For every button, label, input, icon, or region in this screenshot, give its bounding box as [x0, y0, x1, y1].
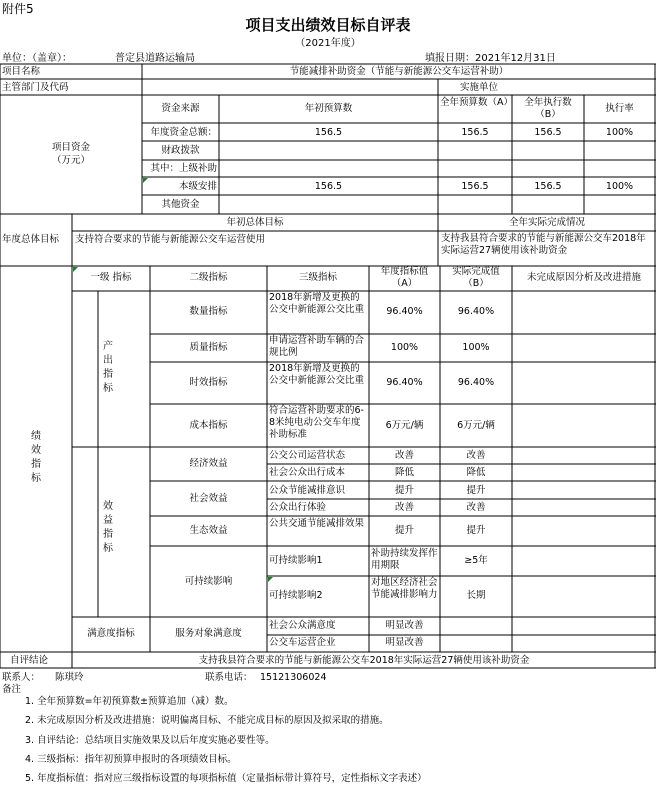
goals-plan-header: 年初总体目标: [226, 217, 284, 228]
output-a: 100%: [390, 342, 419, 353]
benefit-l3: 公共交通节能减排效果: [269, 518, 365, 529]
attachment-label: 附件5: [2, 2, 34, 16]
output-l3: 申请运营补助车辆的合规比例: [269, 335, 365, 358]
fund-row-source: 其他资金: [161, 199, 200, 210]
fund-row-initial: 156.5: [314, 127, 343, 138]
conclusion-label: 自评结论: [10, 655, 49, 666]
output-l2: 数量指标: [189, 306, 228, 317]
benefit-l3: 可持续影响1: [269, 555, 323, 566]
funds-label: 项目资金: [51, 142, 90, 153]
satisfaction-label: 满意度指标: [87, 628, 135, 639]
benefit-sustain: 可持续影响: [184, 576, 233, 587]
fund-row-rate: 100%: [605, 181, 634, 192]
notes-label: 备注: [2, 684, 22, 695]
dept-label: 主管部门及代码: [2, 82, 69, 93]
conclusion-text: 支持我县符合要求的节能与新能源公交车2018年实际运营27辆使用该补助资金: [198, 655, 530, 666]
output-b: 96.40%: [457, 377, 495, 388]
benefit-a: 提升: [394, 525, 414, 536]
benefit-a: 补助持续发挥作用期限: [371, 548, 438, 571]
col-initial: 年初预算数: [304, 103, 353, 114]
satisfaction-l2: 服务对象满意度: [175, 628, 242, 639]
output-l3: 2018年新增及更换的公交中新能源公交比重: [269, 292, 365, 315]
goals-plan-text: 支持符合要求的节能与新能源公交车运营使用: [75, 234, 266, 245]
benefit-a: 改善: [394, 450, 414, 461]
output-a: 96.40%: [386, 306, 423, 317]
note-item: 3. 自评结论：总结项目实施效果及以后年度实施必要性等。: [25, 735, 275, 746]
benefit-a: 改善: [394, 502, 414, 513]
output-a: 6万元/辆: [385, 420, 424, 431]
page-title: 项目支出绩效目标自评表: [245, 16, 411, 34]
output-l3: 2018年新增及更换的公交中新能源公交比重: [269, 363, 365, 386]
note-item: 4. 三级指标：指年初预算申报时的各项绩效目标。: [25, 754, 237, 765]
output-label: 产出指标: [103, 341, 113, 394]
benefit-a: 对地区经济社会节能减排影响力: [371, 577, 438, 600]
benefit-b: 提升: [466, 485, 486, 496]
output-l3: 符合运营补助要求的6-8米纯电动公交车年度补助标准: [269, 405, 364, 440]
benefit-b: 长期: [466, 590, 486, 601]
report-date: 填报日期：2021年12月31日: [425, 53, 556, 64]
benefit-l3: 公众节能减排意识: [269, 485, 346, 496]
output-l2: 质量指标: [189, 342, 228, 353]
impl-unit-label: 实施单位: [460, 82, 499, 93]
benefit-a: 提升: [394, 485, 414, 496]
fund-row-source: 财政拨款: [161, 145, 200, 156]
satisfaction-l3: 社会公众满意度: [269, 620, 336, 631]
satisfaction-a: 明显改善: [385, 637, 424, 648]
benefit-economic: 经济效益: [189, 458, 228, 469]
benefit-b: 改善: [466, 450, 486, 461]
output-l2: 时效指标: [189, 377, 228, 388]
col-executed: 全年执行数（B）: [524, 97, 572, 120]
fund-row-full: 156.5: [461, 127, 489, 138]
fund-row-source: 其中：上级补助: [150, 163, 217, 174]
fund-row-source: 本级安排: [178, 181, 217, 192]
benefit-l3: 公众出行体验: [269, 502, 327, 513]
cell-marker-icon: [268, 577, 273, 582]
output-l2: 成本指标: [189, 420, 228, 431]
note-item: 1. 全年预算数=年初预算数±预算追加（减）数。: [25, 696, 234, 707]
h-actual: 实际完成值（B）: [452, 266, 500, 289]
h-level1: 一级 指标: [90, 272, 132, 283]
col-source: 资金来源: [161, 103, 200, 114]
fund-row-exec: 156.5: [534, 127, 562, 138]
benefit-l3: 公交公司运营状态: [269, 450, 346, 461]
output-b: 6万元/辆: [457, 420, 495, 431]
benefit-b: ≥5年: [464, 555, 488, 566]
fund-row-rate: 100%: [605, 127, 634, 138]
h-target: 年度指标值（A）: [380, 266, 429, 289]
fund-row-source: 年度资金总额：: [150, 127, 217, 138]
benefit-b: 提升: [466, 525, 486, 536]
unit-label: 单位：（盖章）：: [2, 53, 72, 64]
col-rate: 执行率: [605, 103, 634, 114]
contact-phone: 15121306024: [260, 672, 327, 683]
note-item: 2. 未完成原因分析及改进措施：说明偏离目标、不能完成目标的原因及拟采取的措施。: [25, 715, 389, 726]
contact-person-label: 联系人：: [2, 672, 41, 683]
note-item: 5. 年度指标值：指对应三级指标设置的每项指标值（定量指标带计算符号，定性指标文字表述）: [25, 773, 427, 784]
benefit-eco: 生态效益: [189, 525, 228, 536]
project-name-label: 项目名称: [2, 66, 41, 77]
contact-phone-label: 联系电话：: [205, 672, 253, 683]
fund-row-full: 156.5: [461, 181, 489, 192]
output-b: 100%: [462, 342, 490, 353]
h-level2: 二级指标: [189, 272, 228, 283]
fund-row-initial: 156.5: [314, 181, 343, 192]
perf-label: 绩效指标: [31, 431, 41, 484]
benefit-l3: 社会公众出行成本: [269, 467, 346, 478]
satisfaction-l3: 公交车运营企业: [269, 637, 336, 648]
project-name-value: 节能减排补助资金（节能与新能源公交车运营补助）: [289, 66, 509, 77]
benefit-label: 效益指标: [103, 501, 113, 554]
benefit-b: 降低: [466, 467, 486, 478]
h-reason: 未完成原因分析及改进措施: [526, 272, 641, 283]
unit-value: 普定县道路运输局: [115, 53, 195, 64]
goals-label: 年度总体目标: [2, 234, 60, 245]
contact-person: 陈琪玲: [55, 672, 84, 683]
output-a: 96.40%: [386, 377, 423, 388]
fund-row-exec: 156.5: [534, 181, 562, 192]
benefit-b: 改善: [466, 502, 486, 513]
satisfaction-a: 明显改善: [385, 620, 424, 631]
funds-unit: （万元）: [51, 155, 90, 166]
goals-actual-header: 全年实际完成情况: [508, 217, 585, 228]
benefit-l3: 可持续影响2: [269, 590, 323, 601]
output-b: 96.40%: [457, 306, 495, 317]
col-full-year: 全年预算数（A）: [440, 97, 513, 108]
benefit-social: 社会效益: [189, 493, 228, 504]
h-level3: 三级指标: [298, 272, 337, 283]
benefit-a: 降低: [394, 467, 414, 478]
goals-actual-text: 支持我县符合要求的节能与新能源公交车2018年实际运营27辆使用该补助资金: [441, 233, 646, 256]
report-year: （2021年度）: [295, 38, 361, 49]
